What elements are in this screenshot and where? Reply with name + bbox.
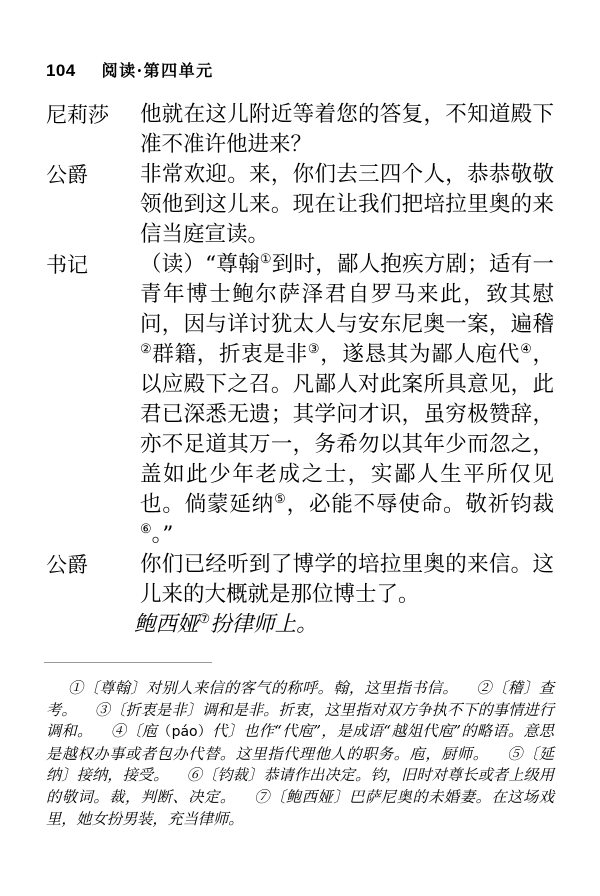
footnote-text: 对别人来信的客气的称呼。翰，这里指书信。 bbox=[146, 679, 459, 697]
footnote-marker: ⑤ bbox=[506, 744, 524, 763]
footnote-block bbox=[46, 678, 554, 830]
speaker-name: 公爵 bbox=[46, 163, 88, 187]
footnote-marker: ⑦ bbox=[253, 787, 271, 806]
footnote-item bbox=[68, 679, 458, 697]
stage-direction: 鲍西娅⑦扮律师上。 bbox=[134, 611, 318, 637]
speaker-name: 尼莉莎 bbox=[46, 103, 109, 127]
footnote-marker: ③ bbox=[307, 341, 321, 357]
play-script bbox=[46, 100, 554, 640]
footnote-item bbox=[46, 722, 554, 763]
footnote-text: 巴萨尼奥的未婚妻。在这场戏里，她女扮男装，充当律师。 bbox=[46, 787, 555, 828]
footnote-term: 〔鲍西娅〕 bbox=[270, 787, 350, 806]
footnote-marker: ② bbox=[476, 679, 493, 697]
speech-text: 你们已经听到了博学的培拉里奥的来信。这儿来的大概就是那位博士了。 bbox=[140, 552, 554, 607]
running-head-title: 阅读·第四单元 bbox=[101, 61, 214, 80]
footnote-text: 调和是非。折衷，这里指对双方争执不下的事情进行调和。 bbox=[46, 700, 554, 741]
speaker-name: 书记 bbox=[46, 253, 88, 277]
footnote-text: 也作“代庖”，是成语“越俎代庖”的略语。意思是越权办事或者包办代替。这里指代理他人的职务。庖，厨师。 bbox=[46, 722, 555, 763]
footnote-marker: ③ bbox=[94, 700, 111, 719]
speech-block bbox=[46, 100, 554, 160]
footnote-separator-rule bbox=[44, 662, 212, 663]
page-number: 104 bbox=[46, 61, 76, 80]
footnote-text: 接纳，接受。 bbox=[76, 766, 169, 785]
speech-block bbox=[46, 550, 554, 610]
footnote-marker: ⑥ bbox=[140, 521, 152, 537]
running-head bbox=[46, 58, 214, 81]
footnote-marker: ④ bbox=[110, 722, 127, 741]
speech-text: （读）“尊翰①到时，鄙人抱疾方剧；适有一青年博士鲍尔萨泽君自罗马来此，致其慰问，因与详讨犹太人与安东尼奥一案，遍稽②群籍，折衷是非③，遂恳其为鄙人庖代④，以应殿下之召。凡鄙人对此案所具意见，此君已深悉无遗；其学问才识，虽穷极赞辞，亦不足道其万一，务希勿以其年少而忽之，盖如此少年老成之士，实鄙人生平所仅见也。倘蒙延纳⑤，必能不辱使命。敬祈钧裁⑥。” bbox=[140, 251, 554, 547]
footnote-text: 恭请作出决定。钧，旧时对尊长或者上级用的敬词。裁，判断、决定。 bbox=[46, 766, 554, 806]
footnote-marker: ⑦ bbox=[198, 611, 211, 627]
footnote-marker: ⑥ bbox=[186, 766, 202, 785]
footnote-term: 〔尊翰〕 bbox=[83, 679, 147, 697]
footnote-text: 查考。 bbox=[46, 679, 555, 719]
footnote-marker: ① bbox=[68, 679, 84, 697]
footnote-marker: ① bbox=[259, 251, 272, 267]
footnote-term: 〔钧裁〕 bbox=[201, 766, 264, 785]
footnote-term: 〔庖（páo）代〕 bbox=[126, 722, 244, 741]
footnote-term: 〔折衷是非〕 bbox=[110, 700, 202, 719]
footnote-term: 〔稽〕 bbox=[492, 679, 539, 697]
footnote-marker: ④ bbox=[520, 341, 533, 357]
speech-block bbox=[46, 160, 554, 250]
speaker-name: 公爵 bbox=[46, 553, 88, 577]
speech-text: 他就在这儿附近等着您的答复，不知道殿下准不准许他进来？ bbox=[140, 102, 554, 157]
footnote-marker: ② bbox=[140, 341, 153, 357]
footnote-term: 〔延纳〕 bbox=[46, 744, 555, 785]
pinyin: （páo） bbox=[157, 724, 213, 741]
footnote-marker: ⑤ bbox=[274, 491, 287, 507]
speech-text: 非常欢迎。来，你们去三四个人，恭恭敬敬领他到这儿来。现在让我们把培拉里奥的来信当庭宣读。 bbox=[140, 162, 554, 247]
speech-block bbox=[46, 250, 554, 550]
